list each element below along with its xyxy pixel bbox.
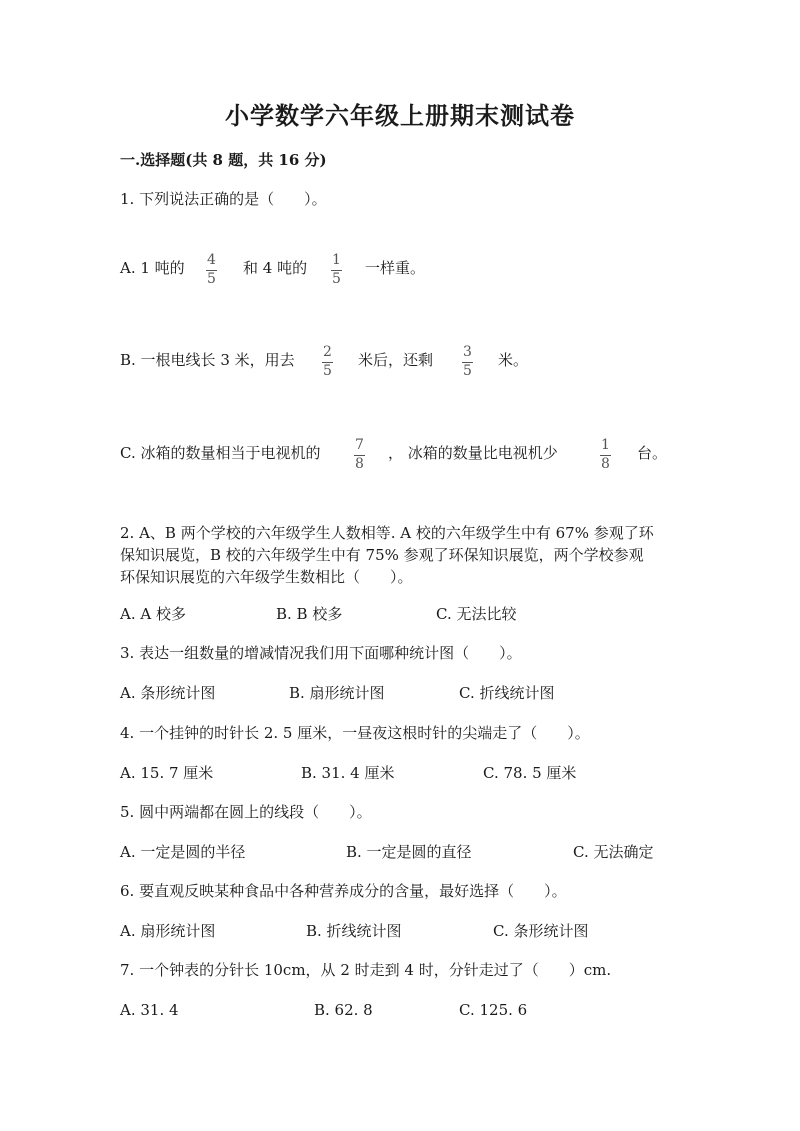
question-5-option-b: B. 一定是圆的直径 [346, 843, 472, 861]
question-5-stem: 5. 圆中两端都在圆上的线段（ ）。 [120, 803, 372, 821]
fraction: 2 5 [323, 344, 332, 379]
question-3-option-c: C. 折线统计图 [459, 684, 555, 702]
question-2-stem: 2. A、B 两个学校的六年级学生人数相等. A 校的六年级学生中有 67% 参观了环 保知识展览，B 校的六年级学生中有 75% 参观了环保知识展览，两个学校参观 环保知识展览的六年级学生数相比（ ）。 [120, 524, 654, 586]
question-5-option-a: A. 一定是圆的半径 [120, 843, 246, 861]
question-6-option-a: A. 扇形统计图 [120, 922, 216, 940]
page-title: 小学数学六年级上册期末测试卷 [225, 101, 575, 130]
question-6-stem: 6. 要直观反映某种食品中各种营养成分的含量，最好选择（ ）。 [120, 882, 567, 900]
question-1-stem: 1. 下列说法正确的是（ ）。 [120, 190, 327, 208]
question-7-stem: 7. 一个钟表的分针长 10cm，从 2 时走到 4 时，分针走过了（ ）cm. [120, 961, 612, 979]
fraction: 1 5 [332, 252, 341, 287]
question-6-option-b: B. 折线统计图 [306, 922, 402, 940]
question-4-option-b: B. 31. 4 厘米 [301, 764, 395, 782]
question-6-option-c: C. 条形统计图 [493, 922, 589, 940]
question-4-option-c: C. 78. 5 厘米 [483, 764, 577, 782]
question-3-option-a: A. 条形统计图 [120, 684, 216, 702]
question-2-option-a: A. A 校多 [120, 605, 186, 623]
question-2-option-b: B. B 校多 [276, 605, 343, 623]
fraction: 3 5 [463, 344, 472, 379]
section-heading: 一.选择题(共 8 题，共 16 分) [120, 151, 327, 169]
question-4-option-a: A. 15. 7 厘米 [120, 764, 214, 782]
question-7-option-a: A. 31. 4 [120, 1001, 179, 1019]
question-3-stem: 3. 表达一组数量的增减情况我们用下面哪种统计图（ ）。 [120, 644, 522, 662]
question-7-option-b: B. 62. 8 [314, 1001, 373, 1019]
fraction: 7 8 [355, 437, 364, 472]
question-7-option-c: C. 125. 6 [459, 1001, 528, 1019]
question-4-stem: 4. 一个挂钟的时针长 2. 5 厘米，一昼夜这根时针的尖端走了（ ）。 [120, 724, 590, 742]
question-2-option-c: C. 无法比较 [436, 605, 517, 623]
question-3-option-b: B. 扇形统计图 [289, 684, 385, 702]
question-5-option-c: C. 无法确定 [573, 843, 654, 861]
fraction: 1 8 [601, 437, 610, 472]
exam-page: 小学数学六年级上册期末测试卷 一.选择题(共 8 题，共 16 分) 1. 下列说法正确的是（ ）。 A. 1 吨的 4 5 和 4 吨的 1 5 一样重。 B. 一根电线长 3 米，用去 2 5 米后，还剩 3 5 米。 C. 冰箱的数量相当于电视机的 7 8 ， 冰箱的数量比电视机少 1 8 台。 2. A、B 两个学校的六年级学生人数相等. A 校的六年级学生中有 67% 参观了环 保知识展览，B 校的六年级学生中有 75% 参观了环保知识展览，两个学校参观 环保知识展览的六年级学生数相比（ ）。 A. A 校多 B. B 校多 C. 无法比较 3. 表达一组数量的增减情况我们用下面哪种统计图（ ）。 A. 条形统计图 B. 扇形统计图 C. 折线统计图 4. 一个挂钟的时针长 2. 5 厘米，一昼夜这根时针的尖端走了（ ）。 A. 15. 7 厘米 B. 31. 4 厘米 C. 78. 5 厘米 5. 圆中两端都在圆上的线段（ ）。 A. 一定是圆的半径 B. 一定是圆的直径 C. 无法确定 6. 要直观反映某种食品中各种营养成分的含量，最好选择（ ）。 A. 扇形统计图 B. 折线统计图 C. 条形统计图 7. 一个钟表的分针长 10cm，从 2 时走到 4 时，分针走过了（ ）cm. A. 31. 4 B. 62. 8 C. 125. 6 [0, 0, 800, 1131]
fraction: 4 5 [207, 252, 216, 287]
